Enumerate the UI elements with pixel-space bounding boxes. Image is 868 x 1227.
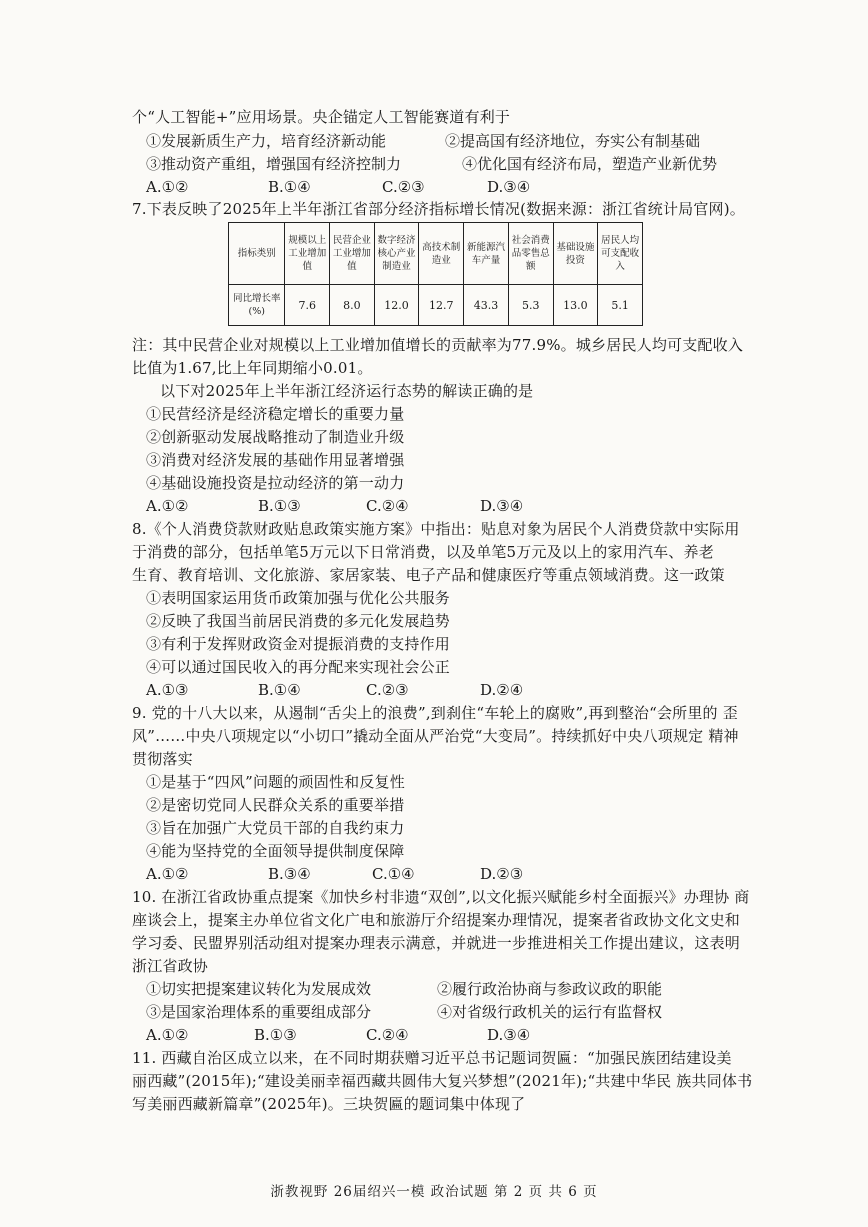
table-cell: 12.0 bbox=[374, 285, 419, 326]
q6-answer-b: B.①④ bbox=[268, 178, 311, 196]
q9-answer-d: D.②③ bbox=[480, 865, 524, 883]
q7-item-3: ③消费对经济发展的基础作用显著增强 bbox=[146, 451, 405, 469]
q6-stem-tail: 个“人工智能+”应用场景。央企锚定人工智能赛道有利于 bbox=[132, 108, 511, 126]
q10-answer-a: A.①② bbox=[146, 1026, 189, 1044]
q10-stem-line1: 10. 在浙江省政协重点提案《加快乡村非遗“双创”,以文化振兴赋能乡村全面振兴》办理协 商 bbox=[132, 888, 750, 906]
table-cell: 43.3 bbox=[464, 285, 509, 326]
q10-stem-line2: 座谈会上，提案主办单位省文化广电和旅游厅介绍提案办理情况，提案者省政协文化文史和 bbox=[132, 911, 741, 929]
table-cell: 5.3 bbox=[508, 285, 553, 326]
table-cell: 13.0 bbox=[553, 285, 598, 326]
q11-stem-line1: 11. 西藏自治区成立以来，在不同时期获赠习近平总书记题词贺匾：“加强民族团结建设美 bbox=[132, 1049, 732, 1067]
table-cell: 5.1 bbox=[598, 285, 643, 326]
q10-answer-b: B.①③ bbox=[254, 1026, 297, 1044]
q9-stem-line3: 贯彻落实 bbox=[132, 750, 193, 768]
q7-answer-b: B.①③ bbox=[258, 497, 301, 515]
q6-answer-c: C.②③ bbox=[382, 178, 425, 196]
q8-stem-line2: 于消费的部分，包括单笔5万元以下日常消费，以及单笔5万元及以上的家用汽车、养老 bbox=[132, 543, 714, 561]
q9-item-2: ②是密切党同人民群众关系的重要举措 bbox=[146, 796, 405, 814]
table-cell: 7.6 bbox=[285, 285, 330, 326]
q8-item-3: ③有利于发挥财政资金对提振消费的支持作用 bbox=[146, 635, 451, 653]
q7-item-4: ④基础设施投资是拉动经济的第一动力 bbox=[146, 474, 405, 492]
q6-item-4: ④优化国有经济布局，塑造产业新优势 bbox=[462, 155, 718, 173]
table-header-cell: 高技术制造业 bbox=[419, 223, 464, 285]
q9-answer-c: C.①④ bbox=[372, 865, 415, 883]
q7-question: 以下对2025年上半年浙江经济运行态势的解读正确的是 bbox=[160, 382, 534, 400]
q8-answer-c: C.②③ bbox=[366, 681, 409, 699]
table-header-cell: 民营企业工业增加值 bbox=[330, 223, 375, 285]
q7-stem: 7.下表反映了2025年上半年浙江省部分经济指标增长情况(数据来源：浙江省统计局官网)。 bbox=[132, 200, 745, 218]
q7-item-2: ②创新驱动发展战略推动了制造业升级 bbox=[146, 428, 405, 446]
q10-item-3: ③是国家治理体系的重要组成部分 bbox=[146, 1003, 372, 1021]
q9-item-1: ①是基于“四风”问题的顽固性和反复性 bbox=[146, 773, 405, 791]
q6-item-3: ③推动资产重组，增强国有经济控制力 bbox=[146, 155, 402, 173]
q10-answer-d: D.③④ bbox=[487, 1026, 531, 1044]
q11-stem-line2: 丽西藏”(2015年);“建设美丽幸福西藏共圆伟大复兴梦想”(2021年);“共建中华民 族共同体书 bbox=[132, 1072, 753, 1090]
q7-answer-a: A.①② bbox=[146, 497, 189, 515]
q8-answer-d: D.②④ bbox=[480, 681, 524, 699]
q8-item-2: ②反映了我国当前居民消费的多元化发展趋势 bbox=[146, 612, 451, 630]
q9-stem-line2: 风”……中央八项规定以“小切口”撬动全面从严治党“大变局”。持续抓好中央八项规定 精神 bbox=[132, 727, 739, 745]
q10-item-2: ②履行政治协商与参政议政的职能 bbox=[437, 980, 663, 998]
q8-stem-line1: 8.《个人消费贷款财政贴息政策实施方案》中指出：贴息对象为居民个人消费贷款中实际用 bbox=[132, 520, 740, 538]
table-header-cell: 指标类别 bbox=[229, 223, 285, 285]
table-header-cell: 数字经济核心产业制造业 bbox=[374, 223, 419, 285]
table-header-cell: 基础设施投资 bbox=[553, 223, 598, 285]
q10-answer-c: C.②④ bbox=[366, 1026, 409, 1044]
q8-answer-a: A.①③ bbox=[146, 681, 189, 699]
table-header-cell: 居民人均可支配收入 bbox=[598, 223, 643, 285]
q6-item-1: ①发展新质生产力，培育经济新动能 bbox=[146, 132, 387, 150]
q6-answer-d: D.③④ bbox=[487, 178, 531, 196]
q7-item-1: ①民营经济是经济稳定增长的重要力量 bbox=[146, 405, 405, 423]
q7-answer-c: C.②④ bbox=[366, 497, 409, 515]
q7-note-line2: 比值为1.67,比上年同期缩小0.01。 bbox=[132, 359, 373, 377]
economic-indicator-table bbox=[228, 222, 643, 326]
q10-stem-line3: 学习委、民盟界别活动组对提案办理表示满意，并就进一步推进相关工作提出建议，这表明 bbox=[132, 934, 741, 952]
q9-answer-a: A.①② bbox=[146, 865, 189, 883]
q8-item-4: ④可以通过国民收入的再分配来实现社会公正 bbox=[146, 658, 451, 676]
q8-answer-b: B.①④ bbox=[258, 681, 301, 699]
q10-stem-line4: 浙江省政协 bbox=[132, 957, 209, 975]
q8-stem-line3: 生育、教育培训、文化旅游、家居家装、电子产品和健康医疗等重点领域消费。这一政策 bbox=[132, 566, 725, 584]
q6-item-2: ②提高国有经济地位，夯实公有制基础 bbox=[445, 132, 701, 150]
table-header-cell: 规模以上工业增加值 bbox=[285, 223, 330, 285]
table-header-cell: 社会消费品零售总额 bbox=[508, 223, 553, 285]
q9-item-4: ④能为坚持党的全面领导提供制度保障 bbox=[146, 842, 405, 860]
q7-answer-d: D.③④ bbox=[480, 497, 524, 515]
q7-note-line1: 注：其中民营企业对规模以上工业增加值增长的贡献率为77.9%。城乡居民人均可支配收入 bbox=[132, 336, 744, 354]
table-cell: 8.0 bbox=[330, 285, 375, 326]
table-row-label: 同比增长率(%) bbox=[229, 285, 285, 326]
q11-stem-line3: 写美丽西藏新篇章”(2025年)。三块贺匾的题词集中体现了 bbox=[132, 1095, 526, 1113]
q9-item-3: ③旨在加强广大党员干部的自我约束力 bbox=[146, 819, 405, 837]
q9-answer-b: B.③④ bbox=[268, 865, 311, 883]
q10-item-4: ④对省级行政机关的运行有监督权 bbox=[437, 1003, 663, 1021]
page-footer: 浙教视野 26届绍兴一模 政治试题 第 2 页 共 6 页 bbox=[270, 1184, 598, 1200]
table-cell: 12.7 bbox=[419, 285, 464, 326]
q9-stem-line1: 9. 党的十八大以来，从遏制“舌尖上的浪费”,到刹住“车轮上的腐败”,再到整治“会所里的 歪 bbox=[132, 704, 738, 722]
q8-item-1: ①表明国家运用货币政策加强与优化公共服务 bbox=[146, 589, 451, 607]
q6-answer-a: A.①② bbox=[146, 178, 189, 196]
q10-item-1: ①切实把提案建议转化为发展成效 bbox=[146, 980, 372, 998]
table-header-cell: 新能源汽车产量 bbox=[464, 223, 509, 285]
